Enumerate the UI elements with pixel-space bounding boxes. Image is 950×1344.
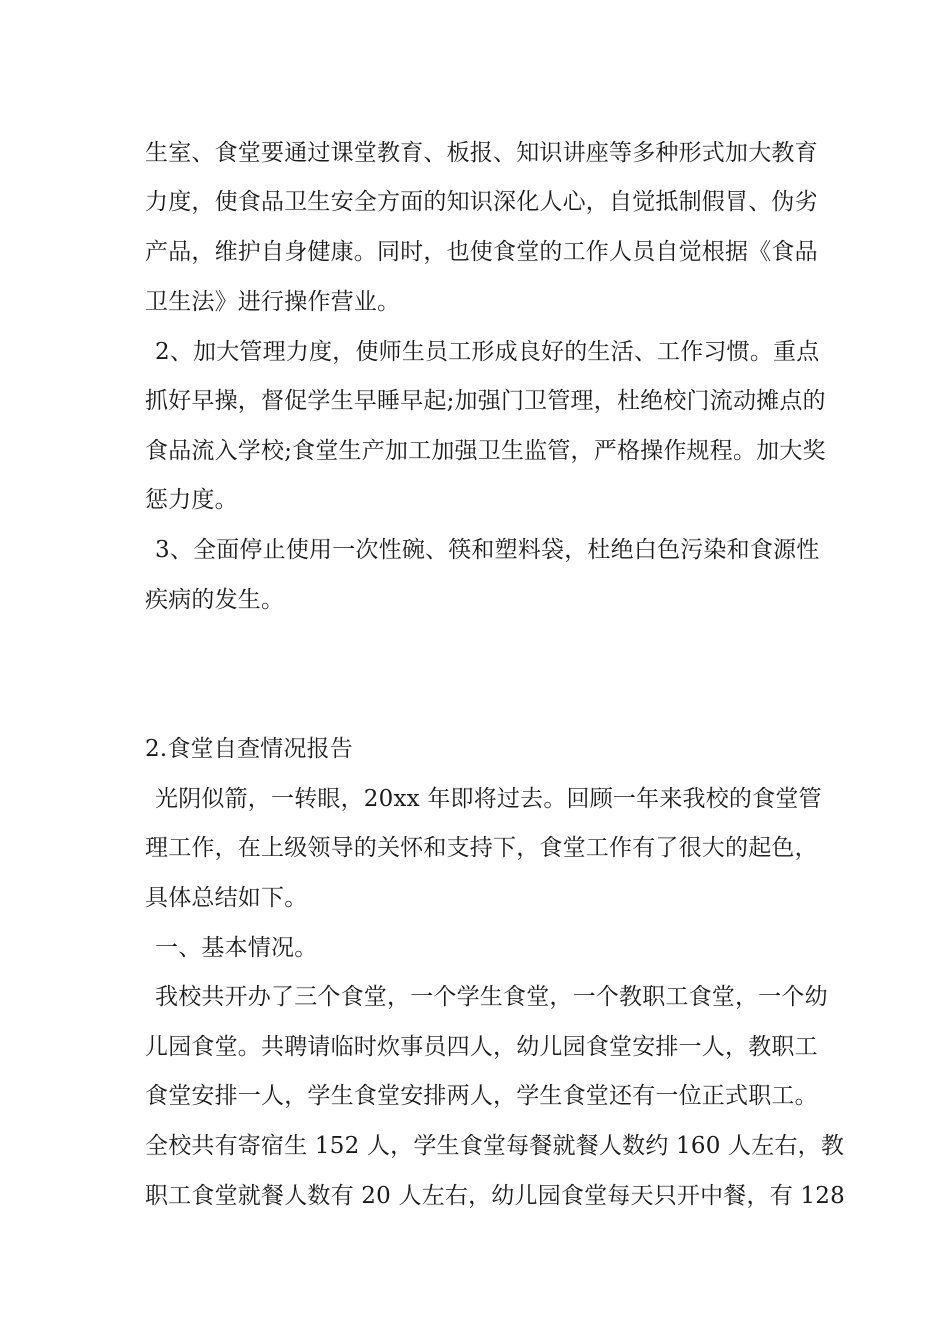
paragraph-line: 具体总结如下。 xyxy=(145,885,308,911)
paragraph-line: 疾病的发生。 xyxy=(145,587,285,613)
paragraph-line: 生室、食堂要通过课堂教育、板报、知识讲座等多种形式加大教育 xyxy=(145,140,818,166)
paragraph-line: 产品，维护自身健康。同时，也使食堂的工作人员自觉根据《食品 xyxy=(145,239,818,265)
paragraph-line: 理工作，在上级领导的关怀和支持下，食堂工作有了很大的起色， xyxy=(145,835,818,861)
paragraph-line: 光阴似箭，一转眼，20xx 年即将过去。回顾一年来我校的食堂管 xyxy=(155,786,822,812)
section-title: 2.食堂自查情况报告 xyxy=(145,736,353,762)
paragraph-line: 抓好早操，督促学生早睡早起;加强门卫管理，杜绝校门流动摊点的 xyxy=(145,388,826,414)
paragraph-line: 儿园食堂。共聘请临时炊事员四人，幼儿园食堂安排一人，教职工 xyxy=(145,1034,818,1060)
paragraph-line: 全校共有寄宿生 152 人，学生食堂每餐就餐人数约 160 人左右，教 xyxy=(145,1133,845,1159)
paragraph-line: 卫生法》进行操作营业。 xyxy=(145,289,401,315)
subsection-heading: 一、基本情况。 xyxy=(155,935,318,961)
list-item-2: 2、加大管理力度，使师生员工形成良好的生活、工作习惯。重点 xyxy=(155,339,820,365)
paragraph-line: 食堂安排一人，学生食堂安排两人，学生食堂还有一位正式职工。 xyxy=(145,1083,818,1109)
list-item-3: 3、全面停止使用一次性碗、筷和塑料袋，杜绝白色污染和食源性 xyxy=(155,537,820,563)
paragraph-line: 职工食堂就餐人数有 20 人左右，幼儿园食堂每天只开中餐，有 128 xyxy=(145,1183,845,1209)
paragraph-line: 我校共开办了三个食堂，一个学生食堂，一个教职工食堂，一个幼 xyxy=(155,984,828,1010)
paragraph-line: 食品流入学校;食堂生产加工加强卫生监管，严格操作规程。加大奖 xyxy=(145,438,826,464)
paragraph-line: 力度，使食品卫生安全方面的知识深化人心，自觉抵制假冒、伪劣 xyxy=(145,189,818,215)
paragraph-line: 惩力度。 xyxy=(145,487,238,513)
